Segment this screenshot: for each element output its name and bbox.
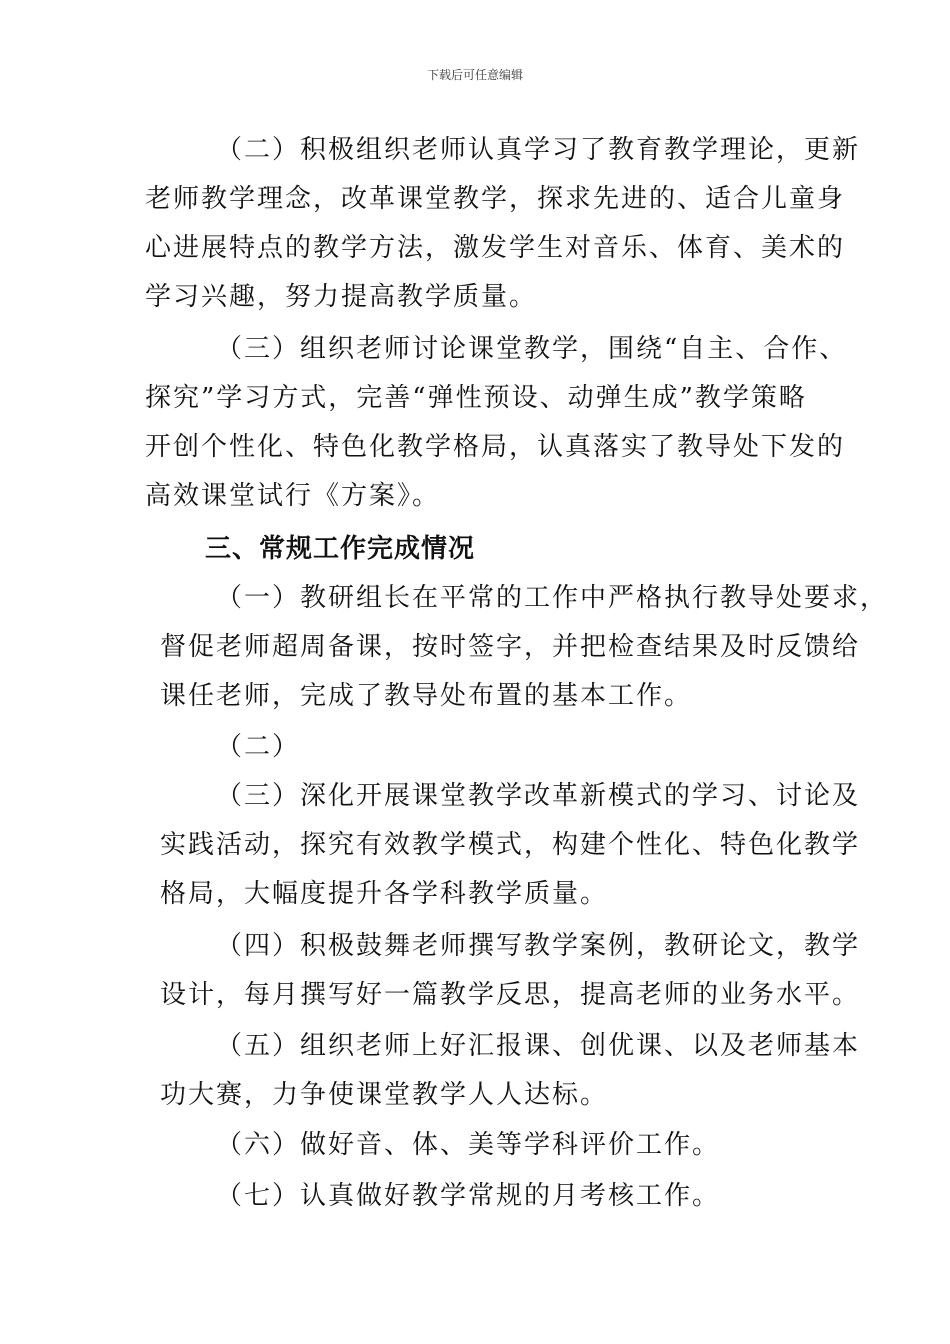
paragraph-line: （三）深化开展课堂教学改革新模式的学习、讨论及 [216,781,861,811]
paragraph-line: （四）积极鼓舞老师撰写教学案例，教研论文，教学 [216,931,861,961]
paragraph-line: 课任老师，完成了教导处布置的基本工作。 [160,681,693,711]
paragraph-line: 实践活动，探究有效教学模式，构建个性化、特色化教学 [160,830,861,860]
page-header-note: 下载后可任意编辑 [426,68,523,82]
paragraph-line: 探究”学习方式，完善“弹性预设、动弹生成”教学策略 [145,383,807,413]
paragraph-line: 心进展特点的教学方法，激发学生对音乐、体育、美术的 [145,233,846,263]
paragraph-line: （二）积极组织老师认真学习了教育教学理论，更新 [216,135,861,165]
paragraph-line: 格局，大幅度提升各学科教学质量。 [160,879,609,909]
paragraph-line: （二） [216,732,301,762]
paragraph-line: 学习兴趣，努力提高教学质量。 [145,282,538,312]
paragraph-line: （三）组织老师讨论课堂教学，围绕“自主、合作、 [216,334,848,364]
paragraph-line: 督促老师超周备课，按时签字，并把检查结果及时反馈给 [160,632,861,662]
paragraph-line: 功大赛，力争使课堂教学人人达标。 [160,1080,609,1110]
section-heading: 三、常规工作完成情况 [205,534,476,564]
paragraph-line: （七）认真做好教学常规的月考核工作。 [216,1181,721,1211]
paragraph-line: （五）组织老师上好汇报课、创优课、以及老师基本 [216,1031,861,1061]
paragraph-line: 高效课堂试行《方案》。 [145,481,441,511]
paragraph-line: （六）做好音、体、美等学科评价工作。 [216,1130,721,1160]
paragraph-line: 设计，每月撰写好一篇教学反思，提高老师的业务水平。 [160,980,861,1010]
paragraph-line: 开创个性化、特色化教学格局，认真落实了教导处下发的 [145,432,846,462]
paragraph-line: （一）教研组长在平常的工作中严格执行教导处要求， [216,583,889,613]
paragraph-line: 老师教学理念，改革课堂教学，探求先进的、适合儿童身 [145,184,846,214]
